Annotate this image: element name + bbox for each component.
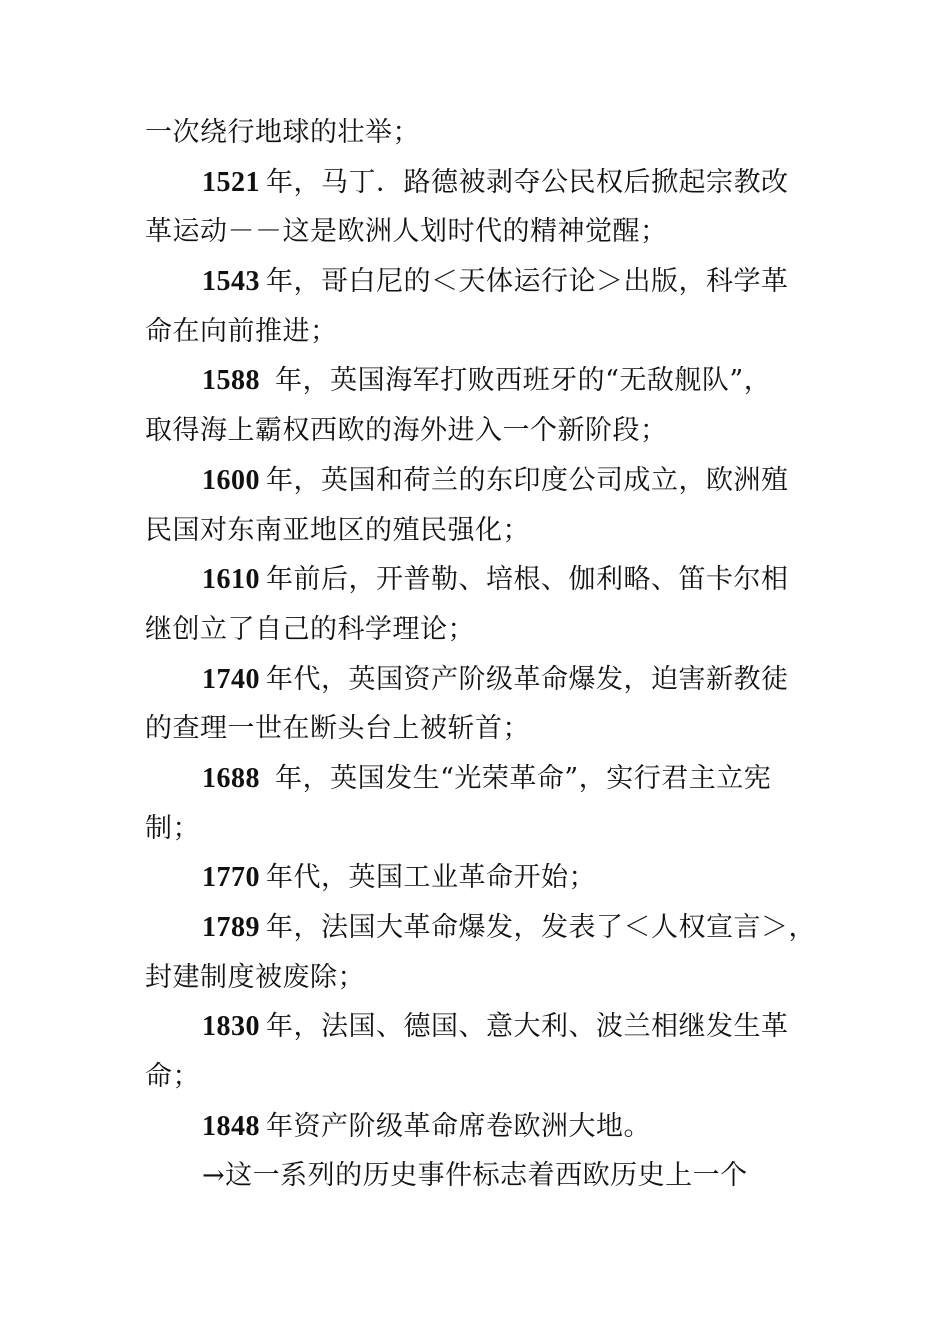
- line-text: 年代，英国工业革命开始；: [266, 862, 596, 894]
- line-text: 年资产阶级革命席卷欧洲大地。: [266, 1110, 651, 1142]
- line-text: 年，英国海军打败西班牙的“无敌舰队”，: [266, 365, 772, 397]
- year-label: 1610: [202, 564, 260, 596]
- year-label: 1543: [202, 266, 260, 298]
- line-text: →这一系列的历史事件标志着西欧历史上一个: [202, 1160, 748, 1192]
- timeline-entry: [145, 1002, 810, 1052]
- line-text: 命；: [145, 1061, 200, 1093]
- timeline-entry: [145, 853, 810, 903]
- text-line: [145, 953, 810, 1003]
- text-line: [145, 1052, 810, 1102]
- line-text: 年，英国发生“光荣革命”，实行君主立宪: [266, 762, 772, 794]
- timeline-entry: [145, 257, 810, 307]
- line-text: 民国对东南亚地区的殖民强化；: [145, 514, 530, 546]
- line-text: 年代，英国资产阶级革命爆发，迫害新教徒: [266, 663, 789, 695]
- timeline-entry: [145, 456, 810, 506]
- line-text: 年前后，开普勒、培根、伽利略、笛卡尔相: [266, 564, 789, 596]
- timeline-entry: [145, 903, 816, 953]
- timeline-entry: [145, 158, 810, 208]
- timeline-entry: [145, 1102, 810, 1152]
- document-page: [145, 108, 816, 1201]
- line-text: 年，法国、德国、意大利、波兰相继发生革: [266, 1011, 789, 1043]
- line-text: 制；: [145, 812, 200, 844]
- text-line: [145, 506, 810, 556]
- line-text: 命在向前推进；: [145, 315, 338, 347]
- year-label: 1789: [202, 912, 260, 943]
- text-line: [145, 406, 810, 456]
- text-line: [145, 207, 810, 257]
- line-text: 年，马丁．路德被剥夺公民权后掀起宗教改: [266, 166, 789, 198]
- line-text: 继创立了自己的科学理论；: [145, 613, 475, 645]
- timeline-entry: [145, 555, 810, 605]
- text-line: [145, 307, 810, 357]
- line-text: 年，法国大革命爆发，发表了＜人权宣言＞，: [266, 912, 816, 943]
- line-text: 的查理一世在断头台上被斩首；: [145, 713, 530, 745]
- line-text: 年，英国和荷兰的东印度公司成立，欧洲殖: [266, 464, 789, 496]
- conclusion-line: [145, 1151, 810, 1201]
- line-text: 取得海上霸权西欧的海外进入一个新阶段；: [145, 415, 668, 447]
- line-text: 革运动－－这是欧洲人划时代的精神觉醒；: [145, 216, 668, 248]
- year-label: 1688: [202, 762, 260, 794]
- text-line: [145, 704, 810, 754]
- text-line: [145, 605, 810, 655]
- year-label: 1588: [202, 365, 260, 397]
- timeline-entry: [145, 655, 810, 705]
- year-label: 1848: [202, 1110, 260, 1142]
- line-text: 一次绕行地球的壮举；: [145, 117, 420, 148]
- year-label: 1740: [202, 663, 260, 695]
- timeline-entry: [145, 754, 810, 804]
- line-text: 封建制度被废除；: [145, 961, 365, 993]
- line-text: 年，哥白尼的＜天体运行论＞出版，科学革: [266, 266, 789, 298]
- timeline-entry: [145, 356, 810, 406]
- year-label: 1521: [202, 166, 260, 198]
- year-label: 1600: [202, 464, 260, 496]
- text-line: [145, 108, 810, 158]
- year-label: 1770: [202, 862, 260, 894]
- text-line: [145, 804, 810, 854]
- year-label: 1830: [202, 1011, 260, 1043]
